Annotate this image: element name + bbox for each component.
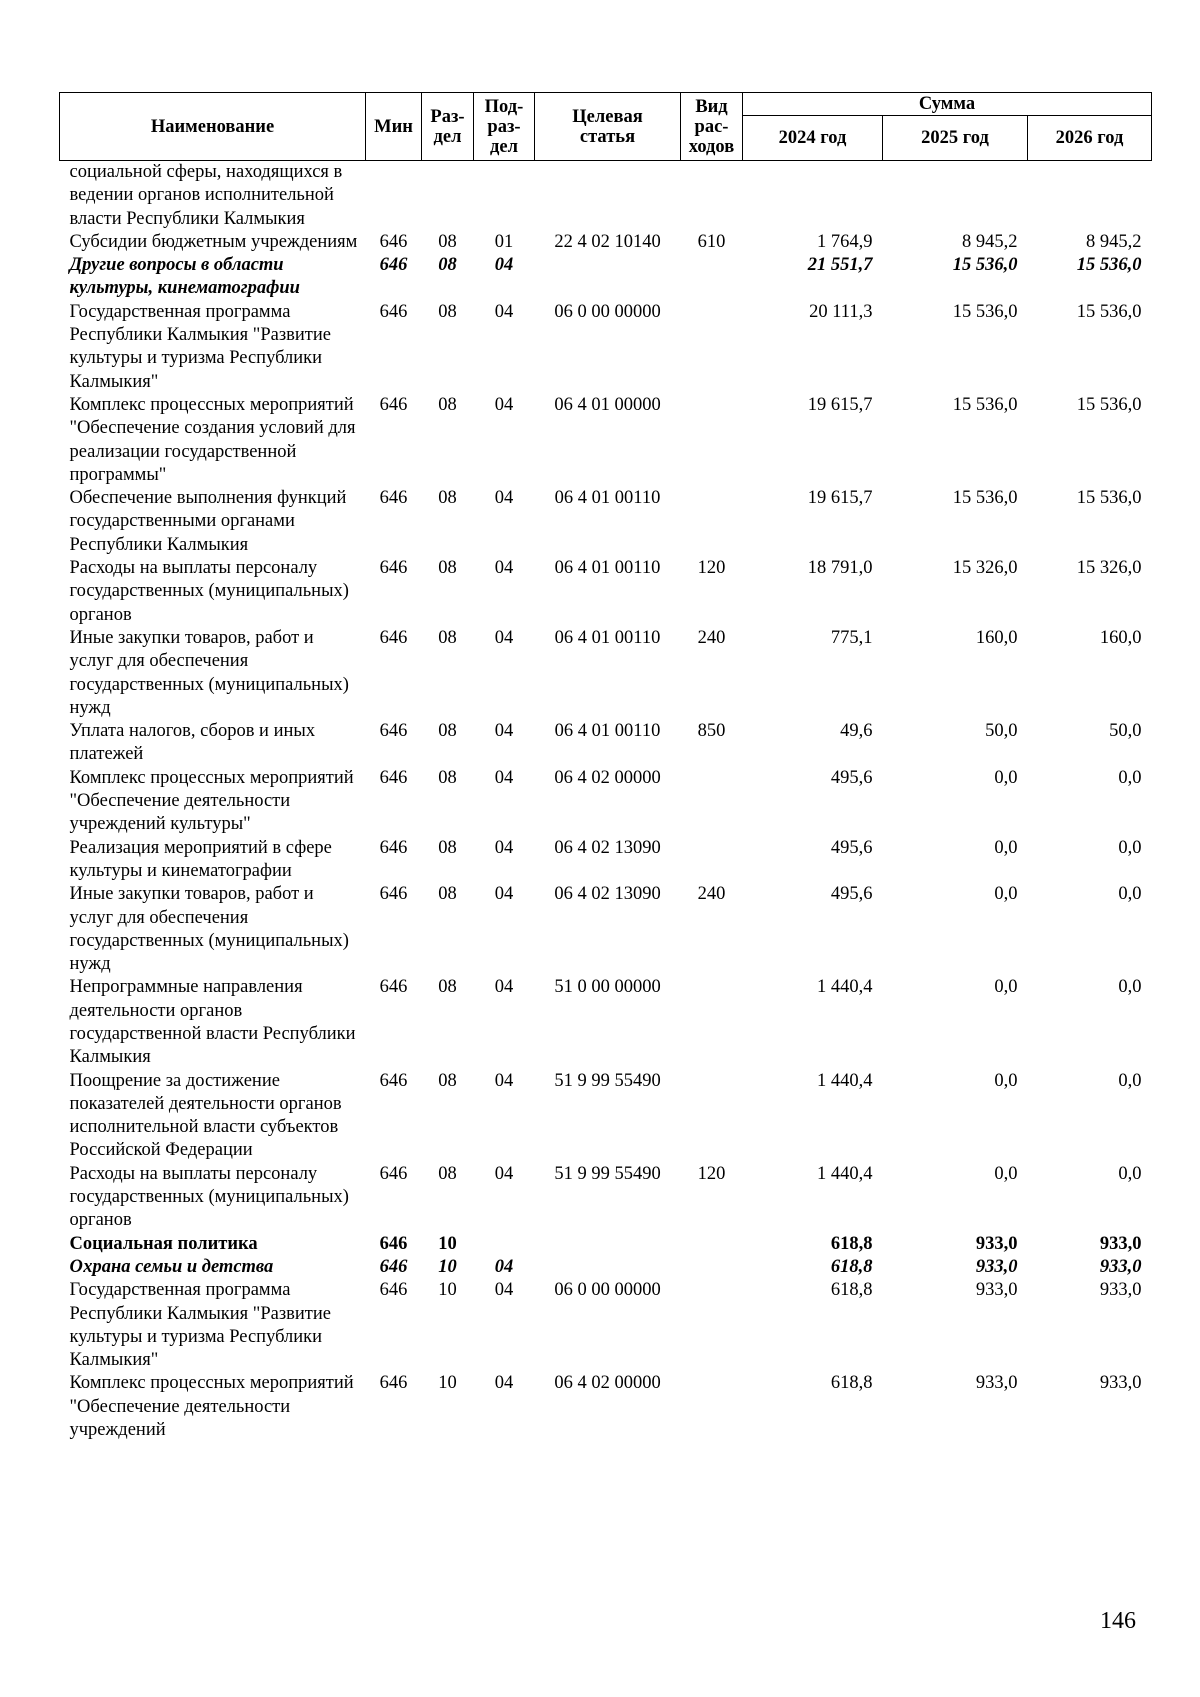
cell-2024: 618,8 [830,1373,873,1394]
cell-vid-rashodov [681,1372,743,1442]
cell-min [366,161,422,231]
cell-vid-rashodov [681,976,743,1069]
cell-vid-rashodov [681,1256,743,1279]
cell-razdel: 10 [438,1373,457,1394]
cell-razdel: 08 [438,231,457,252]
cell-2026: 0,0 [1118,767,1142,788]
cell-podrazdel: 04 [494,558,514,579]
cell-name: Уплата налогов, сборов и иных платежей [69,721,316,765]
cell-celevaya-statya [535,1256,681,1279]
cell-podrazdel: 04 [494,1373,514,1394]
cell-2026: 15 536,0 [1076,394,1142,415]
cell-razdel: 08 [438,558,457,579]
cell-vid-rashodov [681,161,743,231]
cell-2026: 15 536,0 [1076,255,1142,276]
cell-razdel: 08 [438,255,457,276]
cell-razdel: 08 [438,837,457,858]
cell-2025: 15 536,0 [952,394,1018,415]
cell-vid-rashodov: 240 [697,627,726,648]
table-body [60,161,1152,1443]
cell-2026: 0,0 [1118,1163,1142,1184]
cell-celevaya-statya: 51 0 00 00000 [554,977,661,998]
col-header-summa: Сумма [743,93,1152,116]
cell-vid-rashodov [681,254,743,301]
cell-celevaya-statya: 06 4 01 00110 [554,488,661,509]
cell-2026: 0,0 [1118,884,1142,905]
cell-name: Государственная программа Республики Калмыкия "Развитие культуры и туризма Республики Калмыкия" [69,301,331,392]
cell-podrazdel: 04 [494,255,514,276]
cell-2024 [743,161,883,231]
cell-2024: 19 615,7 [807,488,873,509]
cell-celevaya-statya [535,1233,681,1256]
cell-razdel: 10 [438,1233,457,1254]
table-row [60,1233,1152,1256]
cell-podrazdel: 04 [494,1256,514,1277]
cell-min: 646 [379,231,408,252]
cell-2026: 160,0 [1099,627,1142,648]
cell-name: Расходы на выплаты персоналу государственных (муниципальных) органов [69,1163,349,1231]
table-row [60,1256,1152,1279]
cell-2024: 1 440,4 [817,1070,873,1091]
cell-celevaya-statya: 06 4 01 00110 [554,721,661,742]
cell-2024: 618,8 [830,1280,873,1301]
cell-celevaya-statya: 06 4 02 00000 [554,1373,661,1394]
cell-2024: 495,6 [830,884,873,905]
table-row [60,161,1152,231]
cell-2024: 1 440,4 [817,1163,873,1184]
cell-2025: 933,0 [975,1280,1018,1301]
cell-vid-rashodov [681,301,743,394]
cell-2026: 8 945,2 [1086,231,1142,252]
table-row [60,720,1152,767]
cell-celevaya-statya: 06 4 02 13090 [554,884,661,905]
cell-celevaya-statya: 51 9 99 55490 [554,1163,661,1184]
cell-celevaya-statya: 06 4 02 13090 [554,837,661,858]
cell-2024: 19 615,7 [807,394,873,415]
cell-name: Иные закупки товаров, работ и услуг для обеспечения государственных (муниципальных) нужд [69,884,349,975]
col-header-podrazdel: Под- раз- дел [474,93,535,161]
table-row [60,1163,1152,1233]
table-row [60,837,1152,884]
cell-min: 646 [379,394,408,415]
table-row [60,883,1152,976]
cell-podrazdel: 04 [494,394,514,415]
cell-name: Социальная политика [69,1233,258,1254]
table-row [60,976,1152,1069]
cell-2025: 8 945,2 [962,231,1018,252]
cell-razdel: 08 [438,767,457,788]
cell-2024: 618,8 [830,1233,873,1254]
cell-podrazdel: 04 [494,884,514,905]
cell-2024: 618,8 [830,1256,873,1277]
cell-razdel: 08 [438,1163,457,1184]
cell-min: 646 [379,1373,408,1394]
cell-2026: 0,0 [1118,977,1142,998]
cell-2025: 0,0 [994,884,1018,905]
cell-2024: 495,6 [830,767,873,788]
cell-celevaya-statya: 06 0 00 00000 [554,301,661,322]
cell-name: Комплекс процессных мероприятий "Обеспечение деятельности учреждений [69,1373,354,1441]
cell-2024: 775,1 [830,627,873,648]
table-row [60,1070,1152,1163]
cell-vid-rashodov [681,487,743,557]
table-row [60,301,1152,394]
cell-2024: 20 111,3 [809,301,873,322]
cell-razdel: 08 [438,301,457,322]
cell-vid-rashodov [681,837,743,884]
table-row [60,394,1152,487]
cell-2026: 933,0 [1099,1233,1142,1254]
cell-2025: 933,0 [975,1256,1018,1277]
cell-name: Поощрение за достижение показателей деятельности органов исполнительной власти субъектов Российской Федерации [69,1070,342,1161]
cell-celevaya-statya: 06 4 02 00000 [554,767,661,788]
cell-celevaya-statya: 06 4 01 00000 [554,394,661,415]
cell-razdel: 08 [438,627,457,648]
page-number: 146 [1100,1608,1136,1634]
table-row [60,627,1152,720]
cell-2024: 495,6 [830,837,873,858]
cell-vid-rashodov [681,394,743,487]
cell-min: 646 [379,1070,408,1091]
cell-2026: 933,0 [1099,1256,1142,1277]
cell-podrazdel: 04 [494,488,514,509]
col-header-2025: 2025 год [883,116,1028,161]
budget-table [59,92,1152,1442]
cell-name: социальной сферы, находящихся в ведении органов исполнительной власти Республики Калмыкия [69,162,343,229]
cell-2024: 21 551,7 [807,255,873,276]
cell-razdel: 08 [438,488,457,509]
cell-2026: 15 326,0 [1076,558,1142,579]
cell-min: 646 [379,977,408,998]
cell-vid-rashodov: 240 [697,884,726,905]
cell-min: 646 [379,1256,408,1277]
cell-podrazdel: 04 [494,627,514,648]
cell-celevaya-statya: 22 4 02 10140 [554,231,661,252]
cell-2026: 50,0 [1109,721,1142,742]
cell-2026 [1028,161,1152,231]
cell-2026: 0,0 [1118,1070,1142,1091]
table-row [60,1279,1152,1372]
col-header-name: Наименование [60,93,366,161]
cell-min: 646 [379,558,408,579]
cell-name: Непрограммные направления деятельности органов государственной власти Республики Калмыкия [69,977,356,1068]
cell-name: Комплекс процессных мероприятий "Обеспечение создания условий для реализации государственной программы" [69,394,356,485]
cell-podrazdel: 04 [494,1070,514,1091]
cell-razdel: 08 [438,977,457,998]
cell-2025: 0,0 [994,977,1018,998]
cell-razdel: 10 [438,1280,457,1301]
cell-2025: 50,0 [985,721,1018,742]
cell-podrazdel: 04 [494,977,514,998]
table-row [60,557,1152,627]
cell-celevaya-statya: 06 4 01 00110 [554,627,661,648]
cell-name: Реализация мероприятий в сфере культуры и кинематографии [69,837,332,881]
cell-vid-rashodov [681,1233,743,1256]
cell-2024: 1 440,4 [817,977,873,998]
cell-celevaya-statya [535,254,681,301]
cell-min: 646 [379,255,408,276]
cell-razdel [422,161,474,231]
cell-2026: 933,0 [1099,1280,1142,1301]
cell-2025: 0,0 [994,767,1018,788]
cell-vid-rashodov [681,1070,743,1163]
table-row [60,1372,1152,1442]
cell-vid-rashodov [681,1279,743,1372]
cell-min: 646 [379,837,408,858]
cell-podrazdel: 04 [494,1163,514,1184]
cell-2025 [883,161,1028,231]
cell-min: 646 [379,488,408,509]
cell-2026: 15 536,0 [1076,488,1142,509]
cell-vid-rashodov [681,767,743,837]
table-header [60,93,1152,161]
cell-vid-rashodov: 120 [697,1163,726,1184]
cell-podrazdel: 04 [494,721,514,742]
cell-2024: 18 791,0 [807,558,873,579]
cell-podrazdel: 04 [494,301,514,322]
cell-vid-rashodov: 120 [697,558,726,579]
cell-2025: 15 326,0 [952,558,1018,579]
cell-min: 646 [379,1163,408,1184]
col-header-2026: 2026 год [1028,116,1152,161]
table-row [60,254,1152,301]
table-row [60,231,1152,254]
cell-name: Расходы на выплаты персоналу государственных (муниципальных) органов [69,558,349,625]
cell-name: Иные закупки товаров, работ и услуг для обеспечения государственных (муниципальных) нужд [69,627,349,718]
cell-podrazdel: 04 [494,837,514,858]
cell-2024: 1 764,9 [817,231,873,252]
cell-min: 646 [379,767,408,788]
cell-razdel: 08 [438,394,457,415]
cell-2025: 15 536,0 [952,301,1018,322]
cell-2025: 15 536,0 [952,488,1018,509]
cell-razdel: 10 [438,1256,457,1277]
cell-vid-rashodov: 610 [697,231,726,252]
cell-2024: 49,6 [840,721,873,742]
cell-min: 646 [379,1280,408,1301]
cell-min: 646 [379,627,408,648]
cell-min: 646 [379,721,408,742]
cell-razdel: 08 [438,721,457,742]
cell-celevaya-statya: 06 4 01 00110 [554,558,661,579]
cell-min: 646 [379,301,408,322]
col-header-vid-rashodov: Вид рас- ходов [681,93,743,161]
cell-celevaya-statya: 06 0 00 00000 [554,1280,661,1301]
cell-2026: 0,0 [1118,837,1142,858]
table-row [60,487,1152,557]
cell-name: Комплекс процессных мероприятий "Обеспечение деятельности учреждений культуры" [69,767,354,835]
col-header-celevaya-statya: Целевая статья [535,93,681,161]
cell-2025: 15 536,0 [952,255,1018,276]
cell-name: Другие вопросы в области культуры, кинематографии [69,255,300,299]
cell-podrazdel [474,161,535,231]
cell-2026: 15 536,0 [1076,301,1142,322]
table-row [60,767,1152,837]
cell-name: Государственная программа Республики Калмыкия "Развитие культуры и туризма Республики Калмыкия" [69,1280,331,1371]
cell-2025: 933,0 [975,1373,1018,1394]
cell-vid-rashodov: 850 [697,721,726,742]
cell-podrazdel: 01 [494,231,514,252]
col-header-razdel: Раз- дел [422,93,474,161]
cell-celevaya-statya [535,161,681,231]
cell-name: Обеспечение выполнения функций государственными органами Республики Калмыкия [69,488,347,555]
cell-celevaya-statya: 51 9 99 55490 [554,1070,661,1091]
cell-2025: 0,0 [994,1163,1018,1184]
col-header-min: Мин [366,93,422,161]
cell-podrazdel [474,1233,535,1256]
cell-name: Субсидии бюджетным учреждениям [69,231,358,252]
cell-min: 646 [379,884,408,905]
cell-2025: 160,0 [975,627,1018,648]
cell-podrazdel: 04 [494,767,514,788]
cell-2025: 0,0 [994,1070,1018,1091]
cell-name: Охрана семьи и детства [69,1256,274,1277]
cell-podrazdel: 04 [494,1280,514,1301]
cell-2025: 933,0 [975,1233,1018,1254]
cell-2025: 0,0 [994,837,1018,858]
col-header-2024: 2024 год [743,116,883,161]
cell-razdel: 08 [438,1070,457,1091]
cell-razdel: 08 [438,884,457,905]
cell-2026: 933,0 [1099,1373,1142,1394]
cell-min: 646 [379,1233,408,1254]
